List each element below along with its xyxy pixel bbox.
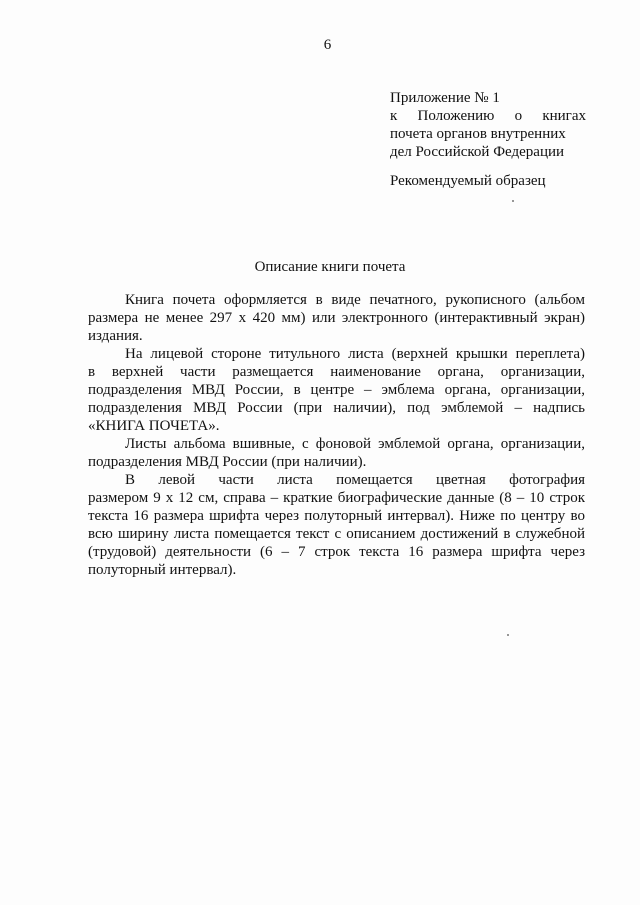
text-line: подразделения МВД России (при наличии). xyxy=(88,454,367,470)
paragraph xyxy=(88,291,585,345)
document-body xyxy=(88,291,585,579)
text-line: издания. xyxy=(88,328,143,344)
text-line: в верхней части размещается наименование органа, организации, xyxy=(88,364,585,380)
text-line: подразделения МВД России, в центре – эмблема органа, организации, xyxy=(88,382,585,398)
scan-speck xyxy=(512,200,514,202)
appendix-line: дел Российской Федерации xyxy=(390,144,565,160)
text-line: На лицевой стороне титульного листа (верхней крышки переплета) xyxy=(125,346,585,362)
text-line: Книга почета оформляется в виде печатного, рукописного (альбом xyxy=(125,292,585,308)
text-line: размером 9 х 12 см, справа – краткие биографические данные (8 – 10 строк xyxy=(88,490,585,506)
paragraph xyxy=(88,345,585,435)
text-line: (трудовой) деятельности (6 – 7 строк текста 16 размера шрифта через xyxy=(88,544,585,560)
paragraph xyxy=(88,435,585,471)
text-line: Листы альбома вшивные, с фоновой эмблемой органа, организации, xyxy=(125,436,585,452)
scan-speck xyxy=(507,634,509,636)
appendix-line: Приложение № 1 xyxy=(390,90,500,106)
text-line: всю ширину листа помещается текст с описанием достижений в служебной xyxy=(88,526,585,542)
paragraph xyxy=(88,471,585,579)
text-line: полуторный интервал). xyxy=(88,562,237,578)
text-line: размера не менее 297 х 420 мм) или электронного (интерактивный экран) xyxy=(88,310,585,326)
text-line: подразделения МВД России (при наличии), под эмблемой – надпись xyxy=(88,400,585,416)
recommended-sample-label: Рекомендуемый образец xyxy=(390,173,546,189)
text-line: «КНИГА ПОЧЕТА». xyxy=(88,418,220,434)
appendix-line: почета органов внутренних xyxy=(390,126,566,142)
appendix-line: к Положению о книгах xyxy=(390,108,586,124)
document-title: Описание книги почета xyxy=(254,259,406,275)
text-line: текста 16 размера шрифта через полуторный интервал). Ниже по центру во xyxy=(88,508,585,524)
appendix-header xyxy=(390,89,586,161)
page-number: 6 xyxy=(323,37,332,53)
text-line: В левой части листа помещается цветная фотография xyxy=(125,472,585,488)
